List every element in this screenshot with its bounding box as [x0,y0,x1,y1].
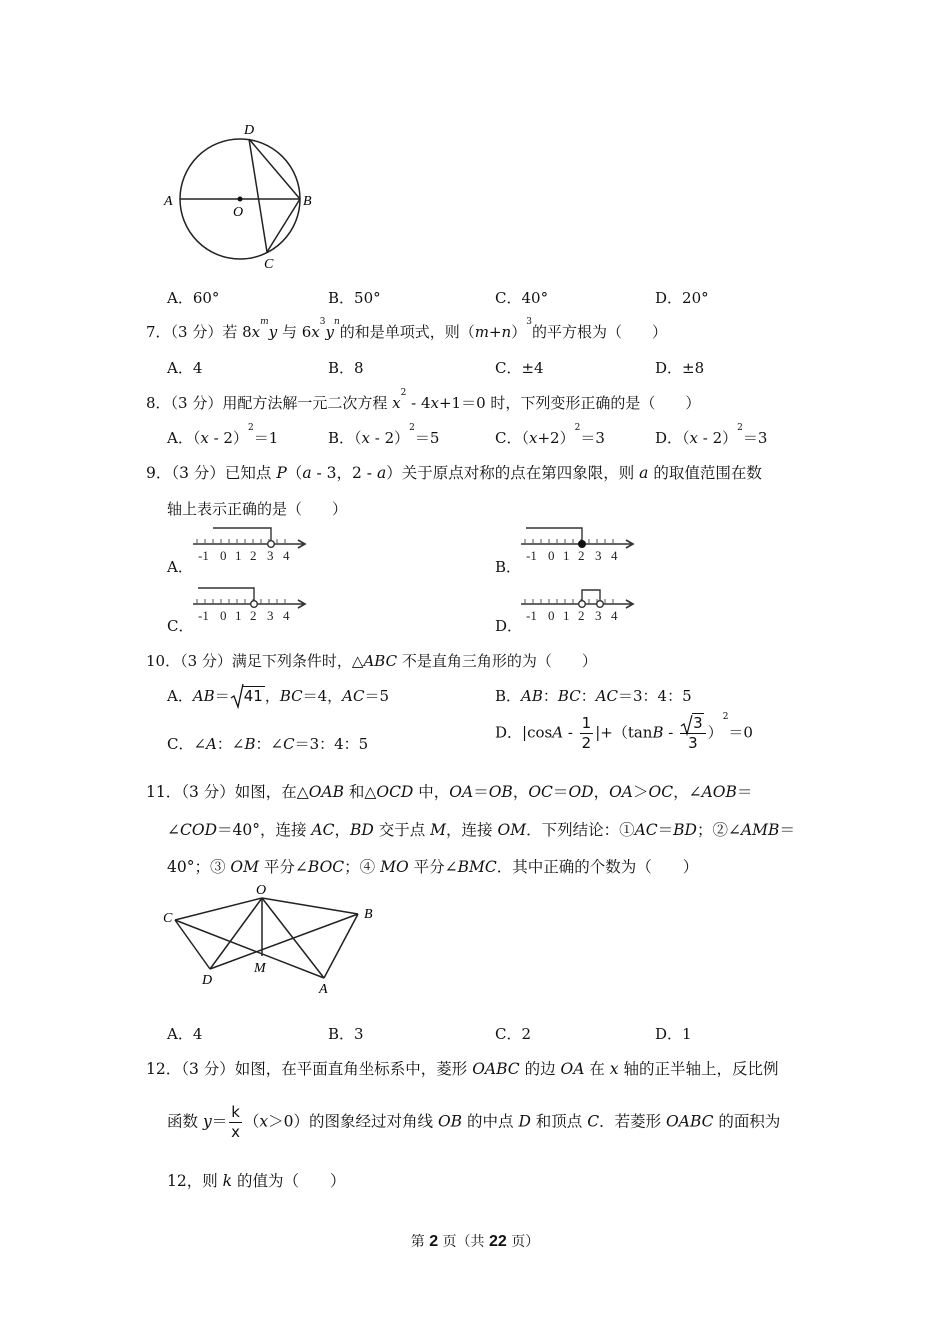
q6-option-d: D．20° [655,289,709,307]
svg-text:-1: -1 [526,548,537,563]
q7-option-c: C．±4 [495,359,544,377]
label-A: A [164,194,173,209]
q8-option-c: C．$(x+2)^2=3$ [495,423,605,447]
svg-text:0: 0 [220,608,227,623]
svg-text:1: 1 [235,608,242,623]
q12-stem-line2: 函数 y＝ $\frac{k}{x}$ （x＞0）的图象经过对角线 OB 的中点 D 和顶点 C．若菱形 OABC 的面积为 [167,1103,781,1141]
q9-option-c-letter: C． [167,617,194,635]
svg-text:0: 0 [548,608,555,623]
q9-numberline-b [518,522,643,564]
svg-text:1: 1 [235,548,242,563]
svg-text:-1: -1 [526,608,537,623]
label-D: D [202,973,213,988]
q12-stem-line3: 12，则 k 的值为（ ） [167,1172,346,1190]
q11-stem-line2: ∠COD＝40°，连接 AC，BD 交于点 M，连接 OM．下列结论：①AC＝BD；②∠AMB＝ [167,821,795,839]
svg-text:4: 4 [283,608,290,623]
q7-option-d: D．±8 [655,359,705,377]
label-C: C [264,257,274,272]
q7-option-a: A．4 [167,359,203,377]
q9-option-b-letter: B． [495,558,522,576]
q9-numberline-a [190,522,315,564]
svg-text:2: 2 [578,548,585,563]
svg-text:-1: -1 [198,548,209,563]
q11-option-c: C．2 [495,1025,532,1043]
q11-stem-line3: 40°；③ OM 平分∠BOC；④ MO 平分∠BMC．其中正确的个数为（ ） [167,858,699,876]
label-O: O [256,883,267,898]
svg-text:1: 1 [563,608,570,623]
q11-option-a: A．4 [167,1025,203,1043]
q8-option-d: D．（x - 2）$^2$＝3 [655,423,768,447]
q10-option-c: C．∠A：∠B：∠C＝3：4：5 [167,735,369,753]
q8-option-b: B．（x - 2）$^2$＝5 [328,423,440,447]
svg-text:3: 3 [595,608,602,623]
q6-option-c: C．40° [495,289,549,307]
svg-text:2: 2 [250,608,257,623]
q11-geometry-figure [160,880,380,1000]
svg-text:4: 4 [611,548,618,563]
label-M: M [254,961,266,976]
label-B: B [364,907,373,922]
svg-text:3: 3 [267,608,274,623]
q11-option-d: D．1 [655,1025,692,1043]
sqrt-sign-icon [680,714,693,736]
svg-text:4: 4 [611,608,618,623]
svg-text:0: 0 [548,548,555,563]
q11-option-b: B．3 [328,1025,364,1043]
q7-option-b: B．8 [328,359,364,377]
q11-stem-line1: 11．（3 分）如图，在△OAB 和△OCD 中，OA＝OB，OC＝OD，OA＞OC，∠AOB＝ [146,783,753,801]
q6-circle-figure [160,118,320,278]
label-A: A [319,982,328,997]
q9-numberline-d [518,582,643,624]
svg-text:-1: -1 [198,608,209,623]
svg-text:2: 2 [578,608,585,623]
q8-option-a: A．（x - 2）$^2$＝1 [167,423,279,447]
label-B: B [303,194,312,209]
q9-option-a-letter: A． [167,558,193,576]
svg-text:3: 3 [267,548,274,563]
q10-stem: 10．（3 分）满足下列条件时，△ABC 不是直角三角形的为（ ） [146,652,597,670]
q9-stem-line1: 9．（3 分）已知点 P（a - 3，2 - a）关于原点对称的点在第四象限，则 a 的取值范围在数 [146,464,762,482]
page-footer: 第 2 页（共 22 页） [410,1233,540,1250]
sqrt-sign-icon [230,683,244,709]
q10-option-d: D．|cosA - $\frac{1}{2}$ |+（tanB - $\frac{3}{3}$ ）$^2$＝0 [495,712,753,752]
q8-stem: 8．（3 分）用配方法解一元二次方程 $x^2 - 4x+1=0$ 时，下列变形正确的是（ ） [146,388,701,412]
q9-numberline-c [190,582,315,624]
q6-option-b: B．50° [328,289,381,307]
label-C: C [163,911,173,926]
svg-text:4: 4 [283,548,290,563]
q9-stem-line2: 轴上表示正确的是（ ） [167,500,348,518]
svg-text:0: 0 [220,548,227,563]
svg-text:1: 1 [563,548,570,563]
label-O: O [233,205,244,220]
label-D: D [244,123,255,138]
q10-option-a: A．AB＝ 41 ，BC＝4，AC＝5 [167,685,389,706]
q12-stem-line1: 12．（3 分）如图，在平面直角坐标系中，菱形 OABC 的边 OA 在 x 轴的正半轴上，反比例 [146,1060,779,1078]
q10-option-b: B．AB：BC：AC＝3：4：5 [495,687,692,705]
svg-text:3: 3 [595,548,602,563]
q7-stem: 7．（3 分）若 $8x^my$ 与 $6x^3y^n$的和是单项式，则$(m+n)^3$的平方根为（ ） [146,317,667,341]
svg-text:2: 2 [250,548,257,563]
q6-option-a: A．60° [167,289,220,307]
q9-option-d-letter: D． [495,617,523,635]
